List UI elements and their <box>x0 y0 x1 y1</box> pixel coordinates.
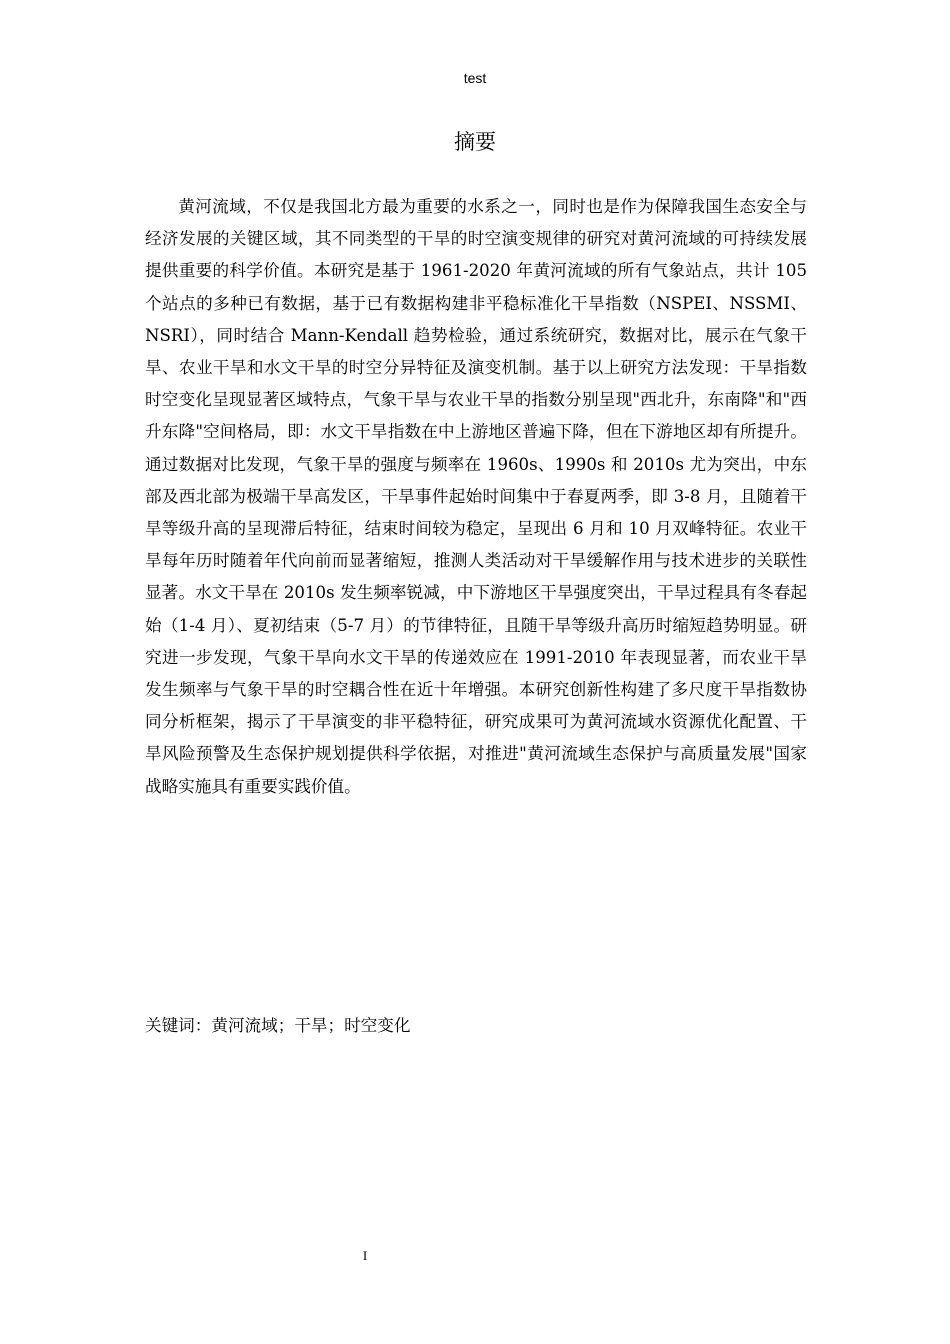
page-number: I <box>362 1248 368 1263</box>
abstract-body: 黄河流域，不仅是我国北方最为重要的水系之一，同时也是作为保障我国生态安全与经济发展的关键区域，其不同类型的干旱的时空演变规律的研究对黄河流域的可持续发展提供重要的科学价值。本研究是基于 1961-2020 年黄河流域的所有气象站点，共计 105 个站点的多种已有数据，基于已有数据构建非平稳标准化干旱指数（NSPEI、NSSMI、NSRI），同时结合 Mann-Kendall 趋势检验，通过系统研究，数据对比，展示在气象干旱、农业干旱和水文干旱的时空分异特征及演变机制。基于以上研究方法发现：干旱指数时空变化呈现显著区域特点，气象干旱与农业干旱的指数分别呈现"西北升，东南降"和"西升东降"空间格局，即：水文干旱指数在中上游地区普遍下降，但在下游地区却有所提升。通过数据对比发现，气象干旱的强度与频率在 1960s、1990s 和 2010s 尤为突出，中东部及西北部为极端干旱高发区，干旱事件起始时间集中于春夏两季，即 3-8 月，且随着干旱等级升高的呈现滞后特征，结束时间较为稳定，呈现出 6 月和 10 月双峰特征。农业干旱每年历时随着年代向前而显著缩短，推测人类活动对干旱缓解作用与技术进步的关联性显著。水文干旱在 2010s 发生频率锐减，中下游地区干旱强度突出，干旱过程具有冬春起始（1-4 月）、夏初结束（5-7 月）的节律特征，且随干旱等级升高历时缩短趋势明显。研究进一步发现，气象干旱向水文干旱的传递效应在 1991-2010 年表现显著，而农业干旱发生频率与气象干旱的时空耦合性在近十年增强。本研究创新性构建了多尺度干旱指数协同分析框架，揭示了干旱演变的非平稳特征，研究成果可为黄河流域水资源优化配置、干旱风险预警及生态保护规划提供科学依据，对推进"黄河流域生态保护与高质量发展"国家战略实施具有重要实践价值。 <box>145 197 807 796</box>
abstract-title: 摘要 <box>454 130 496 154</box>
keywords-value: 黄河流域；干旱；时空变化 <box>211 1016 411 1035</box>
keywords-line <box>145 1010 807 1042</box>
keywords-label: 关键词： <box>145 1016 212 1035</box>
page-header: test <box>463 70 487 86</box>
